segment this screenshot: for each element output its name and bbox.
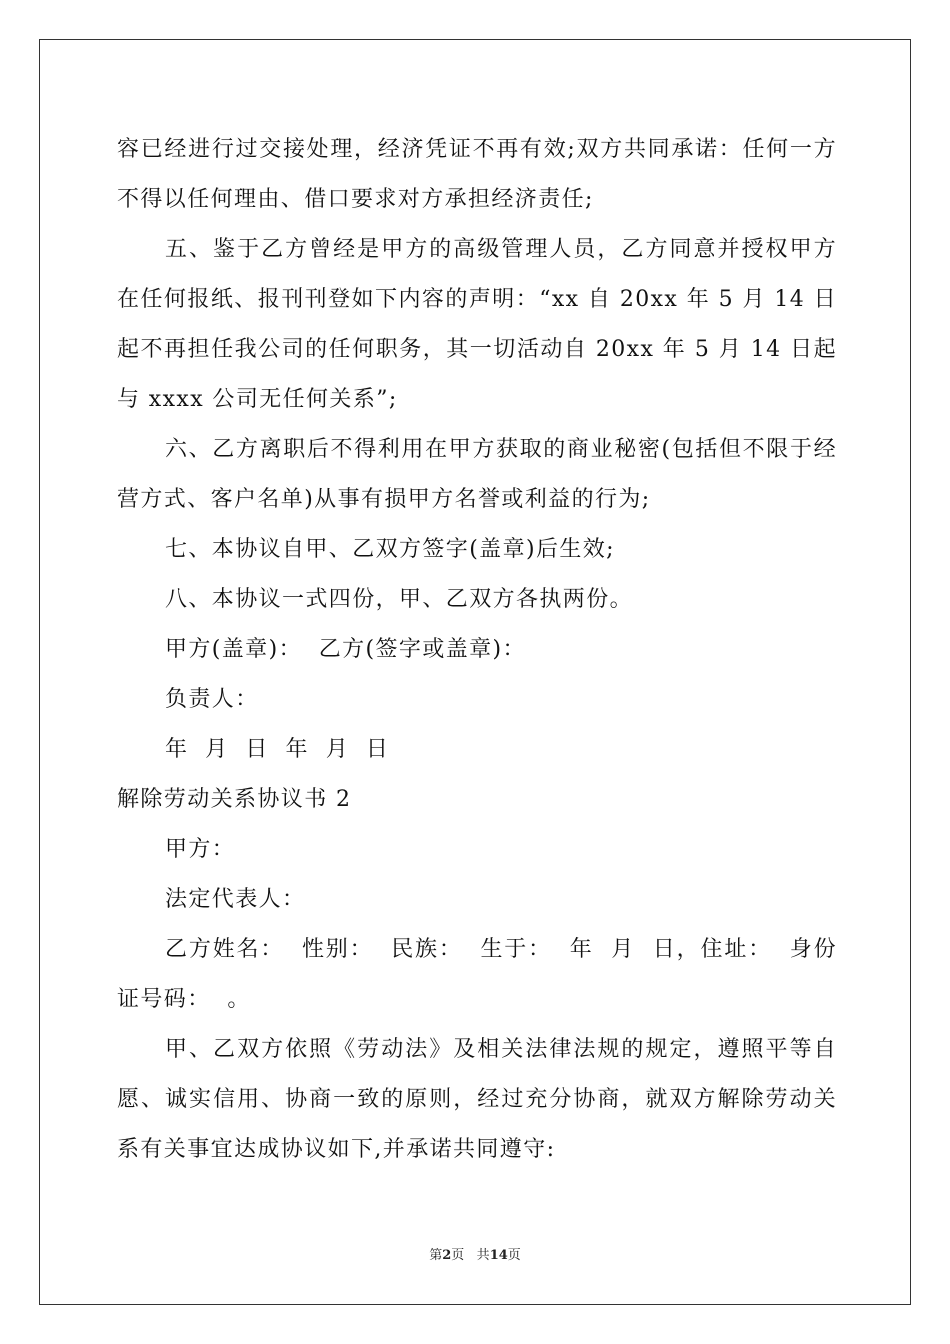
section-title: 解除劳动关系协议书 2 <box>117 787 352 812</box>
legal-representative-line: 法定代表人： <box>165 887 306 912</box>
page-footer <box>0 1248 950 1264</box>
signature-line-date: 年 月 日 年 月 日 <box>165 737 390 762</box>
document-body <box>117 125 837 1175</box>
footer-total-suffix: 页 <box>507 1248 521 1263</box>
paragraph-clause-5: 五、鉴于乙方曾经是甲方的高级管理人员，乙方同意并授权甲方在任何报纸、报刊刊登如下内容的声明：“xx 自 20xx 年 5 月 14 日起不再担任我公司的任何职务，其一切活动自 20xx 年 5 月 14 日起与 xxxx 公司无任何关系”; <box>117 237 837 412</box>
paragraph-clause-8: 八、本协议一式四份，甲、乙双方各执两份。 <box>165 587 634 612</box>
footer-total-prefix: 共 <box>476 1248 490 1263</box>
footer-page-prefix: 第 <box>429 1248 443 1263</box>
agreement-preamble: 甲、乙双方依照《劳动法》及相关法律法规的规定，遵照平等自愿、诚实信用、协商一致的原则，经过充分协商，就双方解除劳动关系有关事宜达成协议如下,并承诺共同遵守: <box>117 1037 837 1162</box>
paragraph-continued: 容已经进行过交接处理，经济凭证不再有效;双方共同承诺：任何一方不得以任何理由、借口要求对方承担经济责任; <box>117 137 837 212</box>
signature-line-responsible: 负责人： <box>165 687 259 712</box>
footer-page-number: 2 <box>442 1248 452 1263</box>
paragraph-clause-6: 六、乙方离职后不得利用在甲方获取的商业秘密(包括但不限于经营方式、客户名单)从事有损甲方名誉或利益的行为; <box>117 437 837 512</box>
party-a-line: 甲方： <box>165 837 236 862</box>
party-b-info-line: 乙方姓名： 性别： 民族： 生于： 年 月 日，住址： 身份证号码： 。 <box>117 937 837 1012</box>
footer-page-suffix: 页 <box>451 1248 465 1263</box>
signature-line-parties: 甲方(盖章)： 乙方(签字或盖章)： <box>165 637 526 662</box>
paragraph-clause-7: 七、本协议自甲、乙双方签字(盖章)后生效; <box>165 537 615 562</box>
footer-total-pages: 14 <box>489 1248 508 1263</box>
